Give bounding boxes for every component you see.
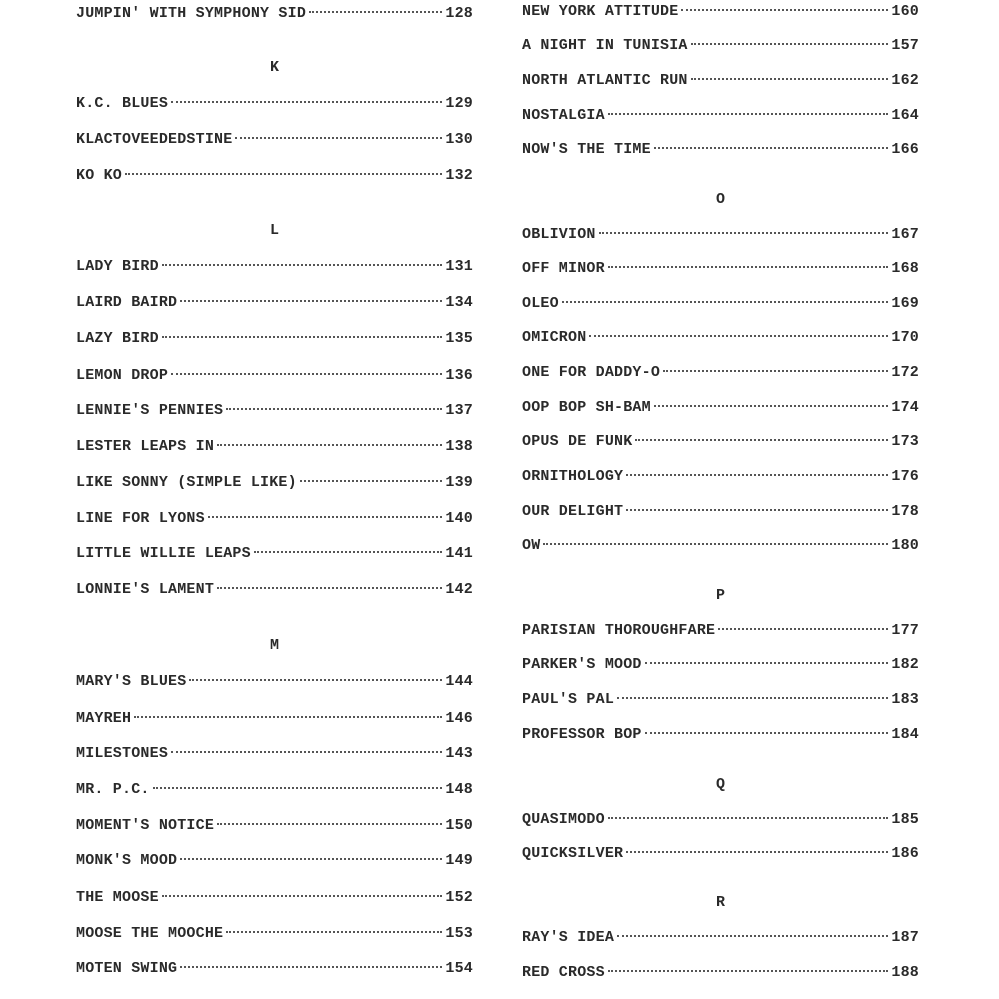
- dot-leader: [617, 697, 888, 699]
- entry-title: LIKE SONNY (SIMPLE LIKE): [76, 474, 297, 491]
- index-entry: [76, 402, 473, 420]
- index-entry: [522, 72, 919, 90]
- index-entry: [522, 226, 919, 244]
- index-entry: [522, 656, 919, 674]
- dot-leader: [654, 147, 889, 149]
- entry-page-number: 136: [445, 367, 473, 384]
- index-entry: [76, 95, 473, 113]
- entry-page-number: 188: [891, 964, 919, 981]
- index-entry: [522, 37, 919, 55]
- dot-leader: [180, 300, 442, 302]
- entry-page-number: 142: [445, 581, 473, 598]
- entry-page-number: 131: [445, 258, 473, 275]
- entry-page-number: 157: [891, 37, 919, 54]
- index-entry: [76, 781, 473, 799]
- dot-leader: [681, 9, 888, 11]
- index-entry: [522, 329, 919, 347]
- index-entry: [522, 622, 919, 640]
- index-entry: [522, 141, 919, 159]
- entry-page-number: 180: [891, 537, 919, 554]
- entry-page-number: 148: [445, 781, 473, 798]
- dot-leader: [153, 787, 443, 789]
- entry-title: PROFESSOR BOP: [522, 726, 642, 743]
- entry-title: A NIGHT IN TUNISIA: [522, 37, 688, 54]
- entry-page-number: 132: [445, 167, 473, 184]
- entry-title: ONE FOR DADDY-O: [522, 364, 661, 381]
- dot-leader: [608, 817, 889, 819]
- dot-leader: [208, 516, 443, 518]
- entry-page-number: 146: [445, 710, 473, 727]
- index-entry: [522, 726, 919, 744]
- entry-page-number: 170: [891, 329, 919, 346]
- entry-page-number: 166: [891, 141, 919, 158]
- dot-leader: [189, 679, 442, 681]
- index-entry: [522, 845, 919, 863]
- index-entry: [76, 474, 473, 492]
- entry-title: PAUL'S PAL: [522, 691, 615, 708]
- dot-leader: [300, 480, 443, 482]
- dot-leader: [162, 895, 443, 897]
- entry-title: LAIRD BAIRD: [76, 294, 178, 311]
- entry-title: OOP BOP SH-BAM: [522, 399, 651, 416]
- entry-title: PARISIAN THOROUGHFARE: [522, 622, 716, 639]
- entry-page-number: 162: [891, 72, 919, 89]
- dot-leader: [226, 408, 442, 410]
- entry-title: OUR DELIGHT: [522, 503, 624, 520]
- entry-title: MARY'S BLUES: [76, 673, 187, 690]
- section-letter: O: [715, 191, 725, 208]
- dot-leader: [718, 628, 888, 630]
- dot-leader: [645, 662, 889, 664]
- dot-leader: [125, 173, 442, 175]
- dot-leader: [543, 543, 888, 545]
- entry-page-number: 174: [891, 399, 919, 416]
- section-letter: M: [269, 637, 279, 654]
- entry-page-number: 169: [891, 295, 919, 312]
- entry-title: MOOSE THE MOOCHE: [76, 925, 224, 942]
- entry-title: THE MOOSE: [76, 889, 159, 906]
- index-entry: [522, 811, 919, 829]
- dot-leader: [217, 823, 442, 825]
- entry-page-number: 130: [445, 131, 473, 148]
- dot-leader: [562, 301, 889, 303]
- entry-page-number: 143: [445, 745, 473, 762]
- dot-leader: [134, 716, 442, 718]
- entry-title: OFF MINOR: [522, 260, 605, 277]
- entry-title: OPUS DE FUNK: [522, 433, 633, 450]
- entry-page-number: 150: [445, 817, 473, 834]
- dot-leader: [626, 474, 888, 476]
- index-entry: [76, 167, 473, 185]
- entry-page-number: 141: [445, 545, 473, 562]
- entry-title: LITTLE WILLIE LEAPS: [76, 545, 251, 562]
- entry-title: RAY'S IDEA: [522, 929, 615, 946]
- entry-title: MILESTONES: [76, 745, 169, 762]
- entry-title: LAZY BIRD: [76, 330, 159, 347]
- entry-title: RED CROSS: [522, 964, 605, 981]
- index-entry: [76, 889, 473, 907]
- index-entry: [76, 294, 473, 312]
- entry-page-number: 149: [445, 852, 473, 869]
- entry-title: MOMENT'S NOTICE: [76, 817, 215, 834]
- entry-title: JUMPIN' WITH SYMPHONY SID: [76, 5, 307, 22]
- index-entry: [522, 503, 919, 521]
- index-entry: [522, 964, 919, 982]
- entry-page-number: 184: [891, 726, 919, 743]
- entry-page-number: 153: [445, 925, 473, 942]
- dot-leader: [171, 101, 442, 103]
- entry-title: KLACTOVEEDEDSTINE: [76, 131, 233, 148]
- entry-title: LONNIE'S LAMENT: [76, 581, 215, 598]
- entry-page-number: 187: [891, 929, 919, 946]
- entry-title: ORNITHOLOGY: [522, 468, 624, 485]
- dot-leader: [626, 509, 888, 511]
- index-entry: [76, 330, 473, 348]
- dot-leader: [589, 335, 888, 337]
- dot-leader: [162, 264, 443, 266]
- entry-page-number: 186: [891, 845, 919, 862]
- entry-title: NOW'S THE TIME: [522, 141, 651, 158]
- dot-leader: [226, 931, 442, 933]
- entry-title: NORTH ATLANTIC RUN: [522, 72, 688, 89]
- entry-title: K.C. BLUES: [76, 95, 169, 112]
- index-entry: [522, 364, 919, 382]
- entry-title: OBLIVION: [522, 226, 596, 243]
- dot-leader: [235, 137, 442, 139]
- index-entry: [522, 929, 919, 947]
- index-entry: [522, 260, 919, 278]
- index-entry: [76, 438, 473, 456]
- dot-leader: [180, 858, 442, 860]
- entry-page-number: 128: [445, 5, 473, 22]
- dot-leader: [171, 751, 442, 753]
- entry-page-number: 135: [445, 330, 473, 347]
- entry-title: OMICRON: [522, 329, 587, 346]
- entry-title: OLEO: [522, 295, 559, 312]
- dot-leader: [654, 405, 889, 407]
- entry-page-number: 177: [891, 622, 919, 639]
- index-entry: [76, 510, 473, 528]
- dot-leader: [645, 732, 889, 734]
- dot-leader: [617, 935, 888, 937]
- entry-page-number: 168: [891, 260, 919, 277]
- entry-title: NEW YORK ATTITUDE: [522, 3, 679, 20]
- entry-title: LADY BIRD: [76, 258, 159, 275]
- entry-page-number: 137: [445, 402, 473, 419]
- dot-leader: [171, 373, 442, 375]
- dot-leader: [180, 966, 442, 968]
- entry-title: QUASIMODO: [522, 811, 605, 828]
- index-entry: [76, 745, 473, 763]
- entry-title: LEMON DROP: [76, 367, 169, 384]
- index-entry: [522, 399, 919, 417]
- index-entry: [76, 817, 473, 835]
- dot-leader: [162, 336, 443, 338]
- index-entry: [76, 852, 473, 870]
- index-entry: [522, 433, 919, 451]
- entry-title: MOTEN SWING: [76, 960, 178, 977]
- entry-title: KO KO: [76, 167, 123, 184]
- index-entry: [76, 545, 473, 563]
- entry-page-number: 140: [445, 510, 473, 527]
- dot-leader: [217, 444, 442, 446]
- dot-leader: [663, 370, 888, 372]
- dot-leader: [691, 78, 889, 80]
- entry-page-number: 152: [445, 889, 473, 906]
- index-entry: [522, 691, 919, 709]
- section-letter: P: [715, 587, 725, 604]
- entry-page-number: 167: [891, 226, 919, 243]
- entry-page-number: 173: [891, 433, 919, 450]
- section-letter: K: [269, 59, 279, 76]
- entry-page-number: 172: [891, 364, 919, 381]
- entry-title: LESTER LEAPS IN: [76, 438, 215, 455]
- entry-title: MAYREH: [76, 710, 132, 727]
- entry-page-number: 185: [891, 811, 919, 828]
- section-letter: R: [715, 894, 725, 911]
- index-entry: [76, 925, 473, 943]
- entry-page-number: 129: [445, 95, 473, 112]
- entry-title: LINE FOR LYONS: [76, 510, 205, 527]
- entry-title: NOSTALGIA: [522, 107, 605, 124]
- entry-title: QUICKSILVER: [522, 845, 624, 862]
- dot-leader: [608, 113, 889, 115]
- dot-leader: [626, 851, 888, 853]
- entry-page-number: 160: [891, 3, 919, 20]
- index-entry: [522, 295, 919, 313]
- dot-leader: [254, 551, 443, 553]
- entry-page-number: 178: [891, 503, 919, 520]
- entry-title: PARKER'S MOOD: [522, 656, 642, 673]
- dot-leader: [608, 970, 889, 972]
- dot-leader: [691, 43, 889, 45]
- entry-title: MONK'S MOOD: [76, 852, 178, 869]
- index-entry: [76, 710, 473, 728]
- index-entry: [76, 673, 473, 691]
- entry-page-number: 183: [891, 691, 919, 708]
- index-entry: [522, 468, 919, 486]
- dot-leader: [608, 266, 889, 268]
- dot-leader: [217, 587, 442, 589]
- entry-page-number: 138: [445, 438, 473, 455]
- entry-page-number: 134: [445, 294, 473, 311]
- entry-page-number: 182: [891, 656, 919, 673]
- index-entry: [76, 258, 473, 276]
- index-entry: [76, 131, 473, 149]
- index-entry: [522, 537, 919, 555]
- dot-leader: [599, 232, 889, 234]
- section-letter: Q: [715, 776, 725, 793]
- dot-leader: [309, 11, 442, 13]
- index-entry: [76, 581, 473, 599]
- index-entry: [76, 367, 473, 385]
- dot-leader: [635, 439, 888, 441]
- entry-page-number: 139: [445, 474, 473, 491]
- index-entry: [522, 107, 919, 125]
- entry-title: OW: [522, 537, 541, 554]
- index-entry: [76, 5, 473, 23]
- entry-page-number: 154: [445, 960, 473, 977]
- section-letter: L: [269, 222, 279, 239]
- index-entry: [76, 960, 473, 978]
- entry-page-number: 176: [891, 468, 919, 485]
- entry-page-number: 144: [445, 673, 473, 690]
- entry-title: MR. P.C.: [76, 781, 150, 798]
- index-entry: [522, 3, 919, 21]
- entry-page-number: 164: [891, 107, 919, 124]
- entry-title: LENNIE'S PENNIES: [76, 402, 224, 419]
